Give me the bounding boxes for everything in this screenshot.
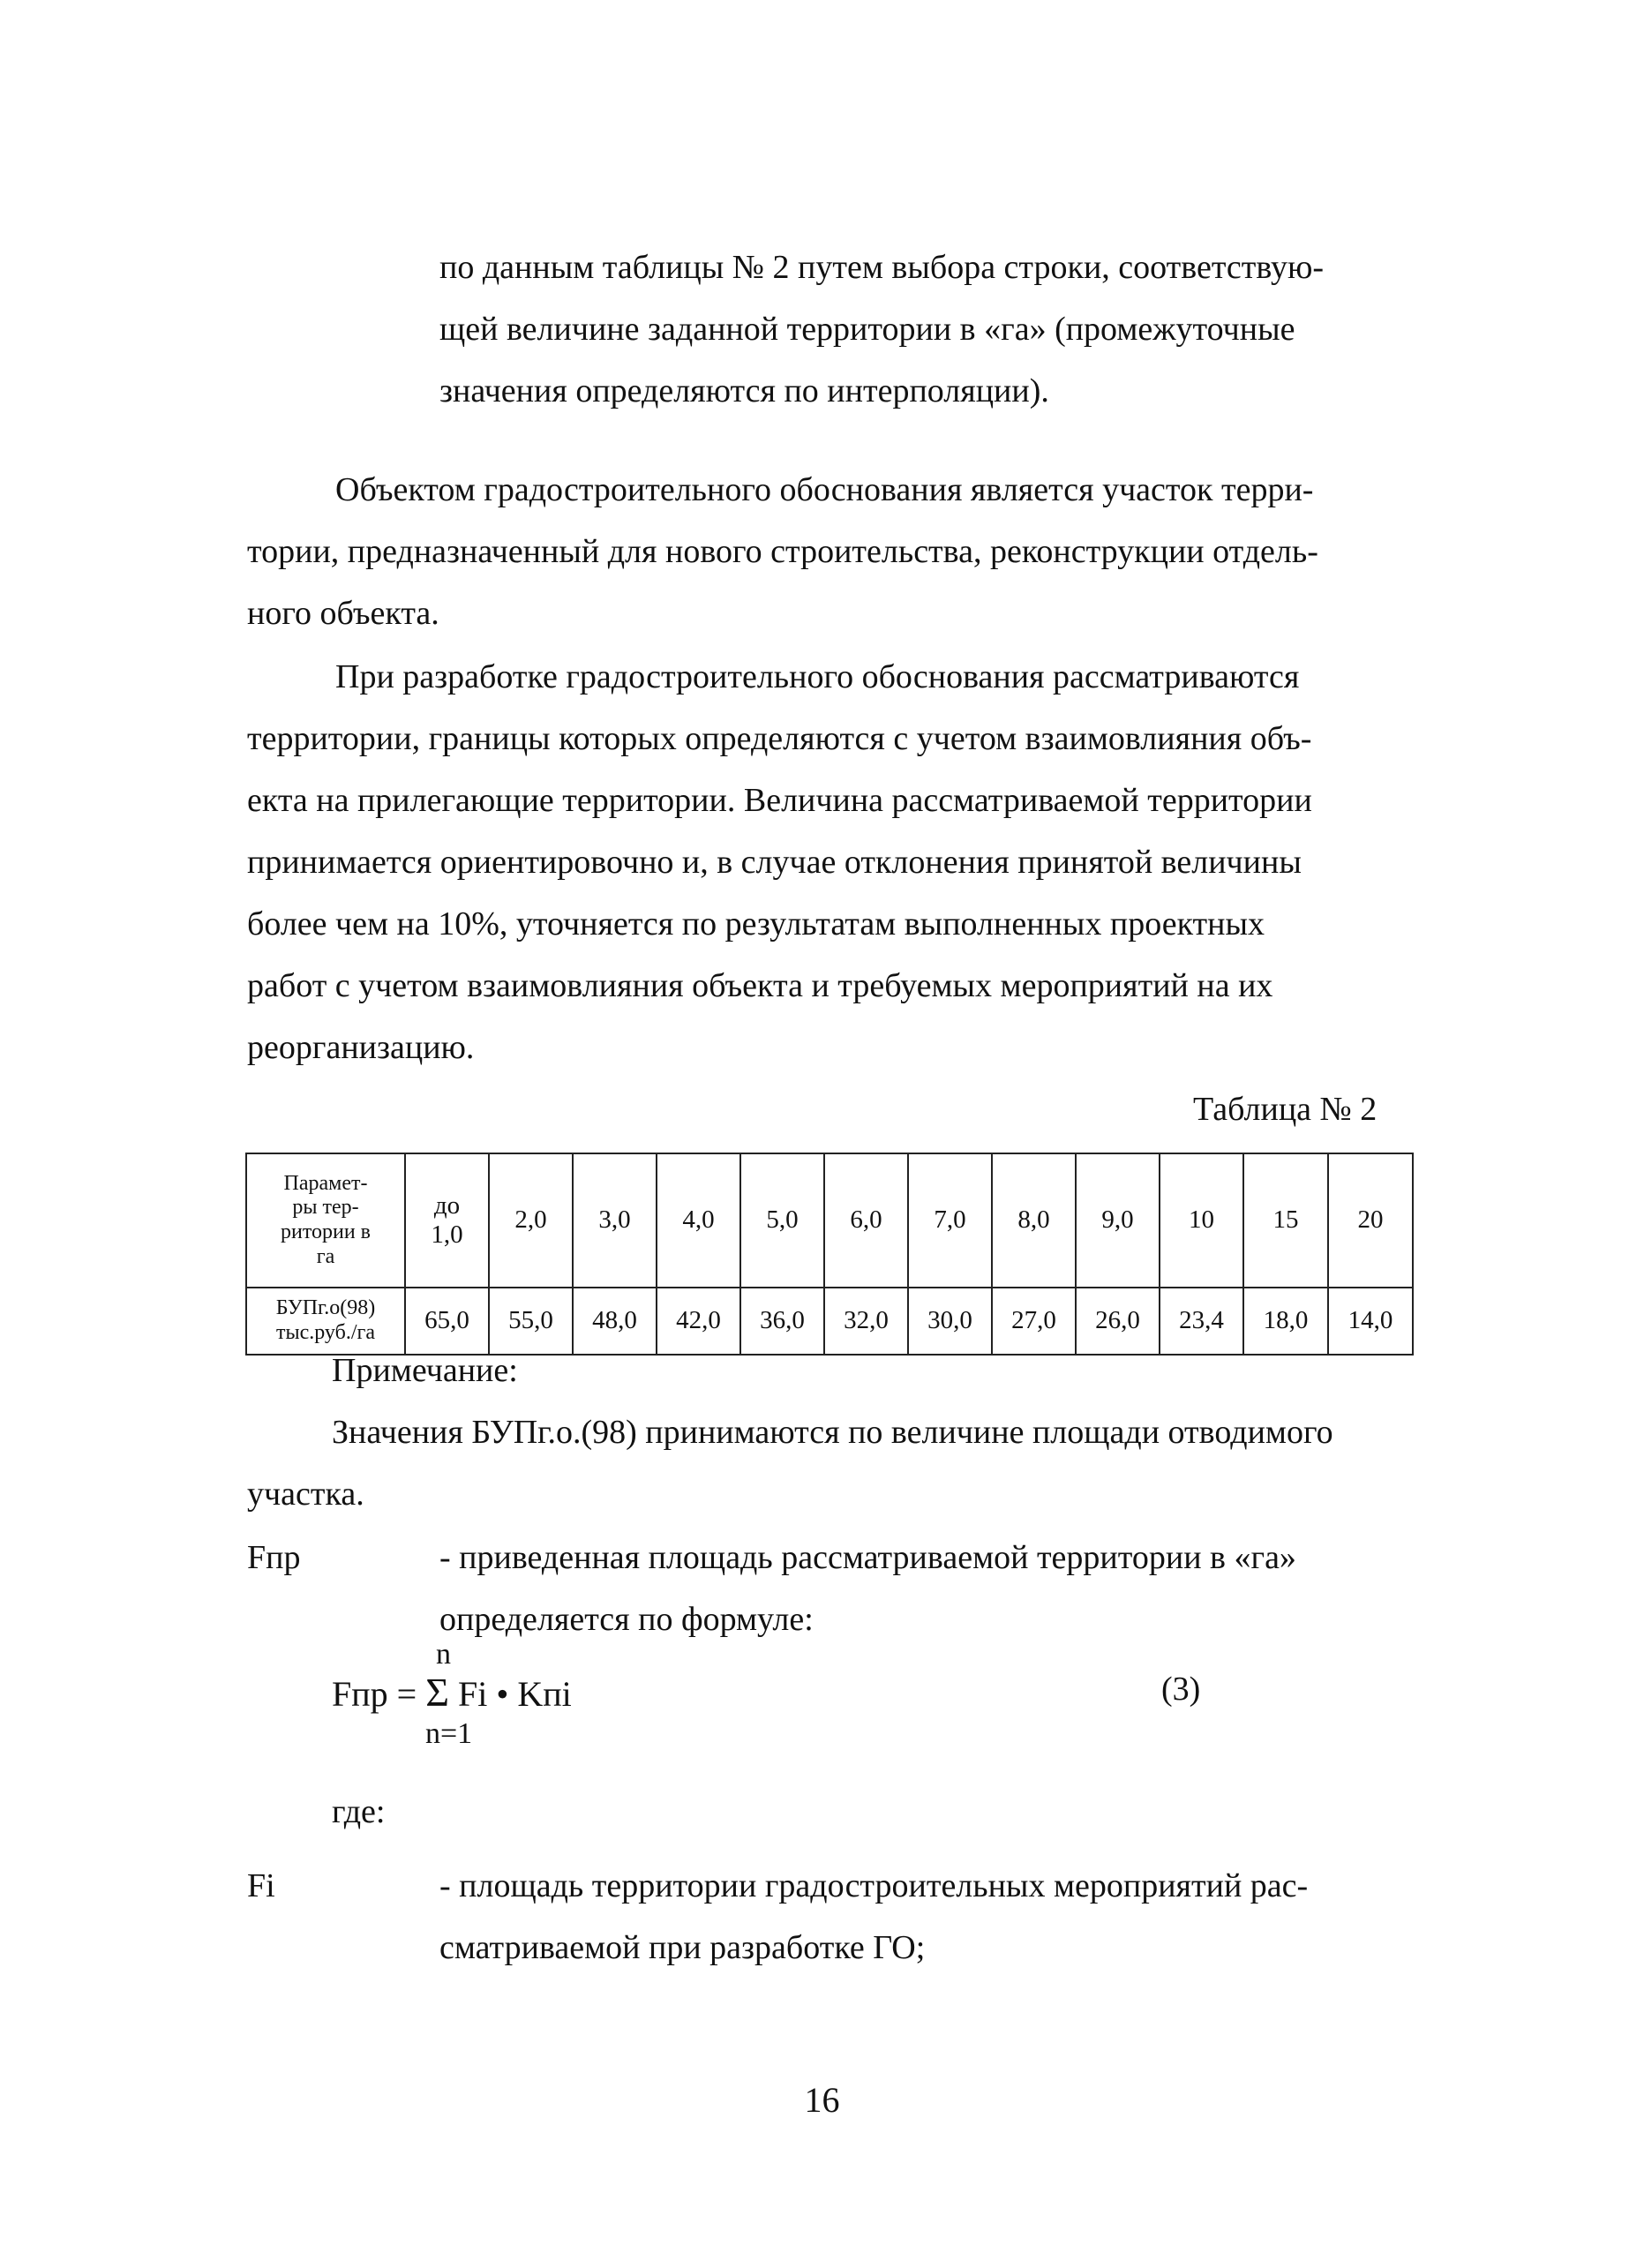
table-cell: 18,0 (1243, 1288, 1328, 1355)
table-cell: 10 (1160, 1153, 1243, 1288)
table-cell: 4,0 (657, 1153, 740, 1288)
header-text: БУПг.о(98) (275, 1296, 376, 1320)
table-cell: до 1,0 (405, 1153, 489, 1288)
para2-line-3: екта на прилегающие территории. Величина рассматриваемой территории (247, 782, 1312, 819)
note-line-2: участка. (247, 1476, 364, 1513)
table-cell: 8,0 (992, 1153, 1076, 1288)
header-text: ры тер- (292, 1196, 359, 1220)
table-cell: 5,0 (740, 1153, 824, 1288)
table-cell: 30,0 (908, 1288, 992, 1355)
table-cell: 23,4 (1160, 1288, 1243, 1355)
header-text: тыс.руб./га (275, 1321, 375, 1344)
table-cell: 6,0 (824, 1153, 908, 1288)
fpr-term: Fпр (247, 1539, 301, 1576)
where-label: где: (332, 1793, 386, 1830)
fi-def-line-2: сматриваемой при разработке ГО; (439, 1929, 926, 1966)
fpr-def-line-1: - приведенная площадь рассматриваемой территории в «га» (439, 1539, 1296, 1576)
header-text: ритории в (280, 1220, 372, 1243)
table-cell: 7,0 (908, 1153, 992, 1288)
formula-lhs: Fпр (332, 1674, 388, 1714)
fi-def-line-1: - площадь территории градостроительных мероприятий рас- (439, 1867, 1309, 1904)
para2-line-1: При разработке градостроительного обоснования рассматриваются (335, 658, 1300, 695)
table-caption: Таблица № 2 (1193, 1091, 1378, 1128)
header-cell-bup (246, 1288, 405, 1355)
page-number: 16 (804, 2080, 840, 2120)
table-cell: 48,0 (573, 1288, 657, 1355)
table-cell: 20 (1328, 1153, 1413, 1288)
header-text: га (316, 1244, 335, 1268)
table-cell: 42,0 (657, 1288, 740, 1355)
intro-line-1: по данным таблицы № 2 путем выбора строки, соответствую- (439, 249, 1325, 286)
table-cell: 27,0 (992, 1288, 1076, 1355)
header-cell-territory (246, 1153, 405, 1288)
para2-line-5: более чем на 10%, уточняется по результатам выполненных проектных (247, 905, 1265, 942)
sigma-upper-limit: n (436, 1638, 451, 1671)
formula-3 (332, 1672, 572, 1713)
para1-line-1: Объектом градостроительного обоснования является участок терри- (335, 471, 1314, 508)
table-cell: 36,0 (740, 1288, 824, 1355)
note-line-1: Значения БУПг.о.(98) принимаются по величине площади отводимого (332, 1414, 1333, 1451)
formula-sigma: Σ (425, 1670, 449, 1715)
table-cell: 65,0 (405, 1288, 489, 1355)
table-cell: 32,0 (824, 1288, 908, 1355)
para1-line-3: ного объекта. (247, 595, 439, 632)
table-cell: 9,0 (1076, 1153, 1160, 1288)
header-text: Парамет- (283, 1171, 368, 1195)
table-row-bup (246, 1288, 1413, 1355)
table-cell: 15 (1243, 1153, 1328, 1288)
table-cell: 55,0 (489, 1288, 573, 1355)
intro-line-2: щей величине заданной территории в «га» (промежуточные (439, 311, 1295, 348)
table-row-territory (246, 1153, 1413, 1288)
table-cell: 14,0 (1328, 1288, 1413, 1355)
note-title: Примечание: (332, 1352, 518, 1389)
para2-line-6: работ с учетом взаимовлияния объекта и требуемых мероприятий на их (247, 967, 1273, 1004)
sigma-lower-limit: n=1 (425, 1717, 473, 1750)
table-cell: 26,0 (1076, 1288, 1160, 1355)
formula-rhs: Fi • Kпi (458, 1674, 572, 1714)
fpr-def-line-2: определяется по формуле: (439, 1601, 814, 1638)
parameters-table (245, 1153, 1414, 1356)
para2-line-4: принимается ориентировочно и, в случае отклонения принятой величины (247, 844, 1302, 881)
table-cell: 2,0 (489, 1153, 573, 1288)
intro-line-3: значения определяются по интерполяции). (439, 372, 1049, 409)
fi-term: Fi (247, 1867, 275, 1904)
para2-line-7: реорганизацию. (247, 1029, 475, 1066)
formula-number: (3) (1161, 1671, 1201, 1708)
formula-eq: = (396, 1674, 417, 1714)
para2-line-2: территории, границы которых определяются с учетом взаимовлияния объ- (247, 720, 1312, 757)
table-cell: 3,0 (573, 1153, 657, 1288)
para1-line-2: тории, предназначенный для нового строительства, реконструкции отдель- (247, 533, 1318, 570)
